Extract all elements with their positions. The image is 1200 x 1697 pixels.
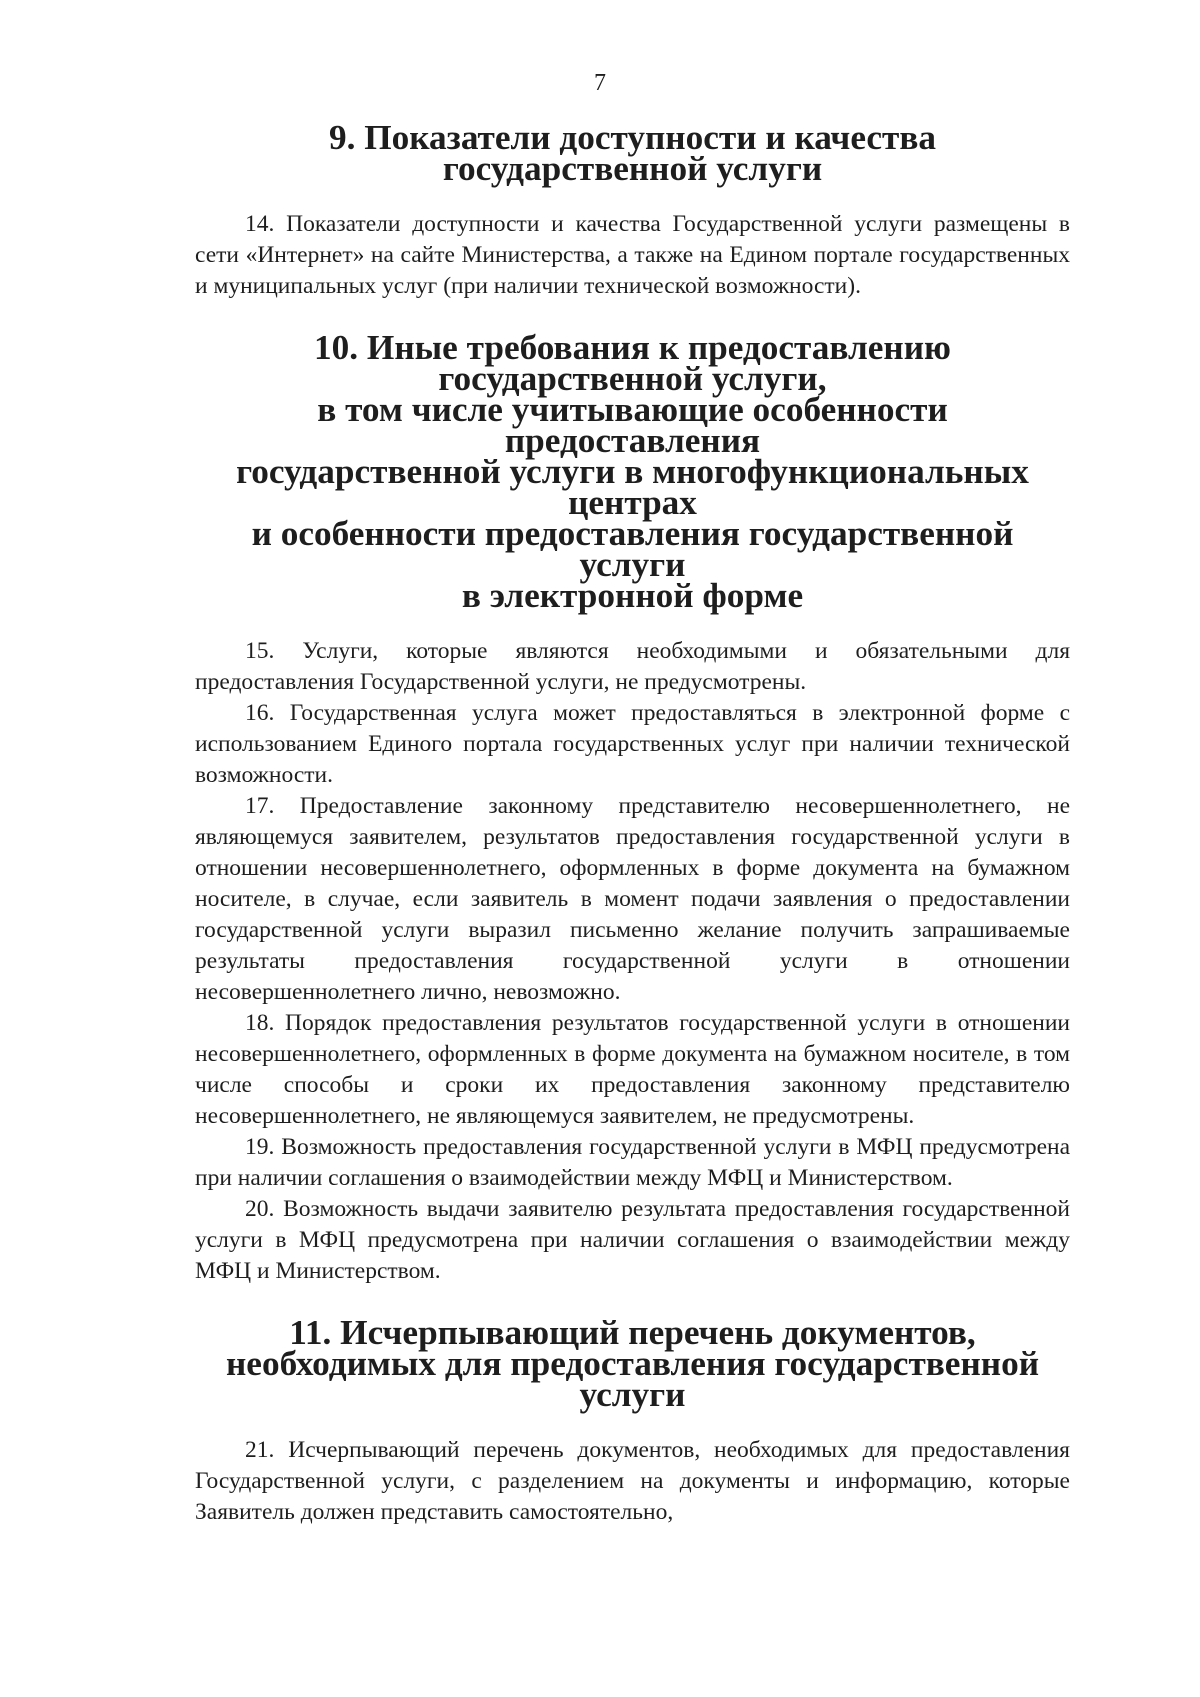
heading-line: в электронной форме — [461, 576, 804, 615]
paragraph-18: 18. Порядок предоставления результатов государственной услуги в отношении несовершеннолетнего, оформленных в форме документа на бумажном носителе, в том числе способы и сроки их предоставления законному представителю несовершеннолетнего, не являющемуся заявителем, не предусмотрены. — [195, 1010, 1070, 1129]
heading-line: в том числе учитывающие особенности предоставления — [317, 390, 948, 460]
paragraph-15: 15. Услуги, которые являются необходимыми и обязательными для предоставления Государственной услуги, не предусмотрены. — [195, 638, 1070, 695]
section-heading-9 — [195, 118, 1070, 188]
section-heading-11 — [195, 1313, 1070, 1414]
heading-line: 9. Показатели доступности и качества государственной услуги — [328, 118, 937, 188]
heading-line: необходимых для предоставления государственной услуги — [225, 1344, 1040, 1414]
paragraph-19: 19. Возможность предоставления государственной услуги в МФЦ предусмотрена при наличии соглашения о взаимодействии между МФЦ и Министерством. — [195, 1134, 1070, 1191]
paragraph-20: 20. Возможность выдачи заявителю результата предоставления государственной услуги в МФЦ предусмотрена при наличии соглашения о взаимодействии между МФЦ и Министерством. — [195, 1196, 1070, 1284]
heading-line: 10. Иные требования к предоставлению государственной услуги, — [314, 328, 951, 398]
paragraph-17: 17. Предоставление законному представителю несовершеннолетнего, не являющемуся заявителем, результатов предоставления государственной услуги в отношении несовершеннолетнего, оформленных в форме документа на бумажном носителе, в случае, если заявитель в момент подачи заявления о предоставлении государственной услуги выразил письменно желание получить запрашиваемые результаты предоставления государственной услуги в отношении несовершеннолетнего лично, невозможно. — [195, 793, 1070, 1005]
paragraph-21: 21. Исчерпывающий перечень документов, необходимых для предоставления Государственной услуги, с разделением на документы и информацию, которые Заявитель должен представить самостоятельно, — [195, 1437, 1070, 1525]
document-body — [195, 118, 1070, 1528]
heading-line: государственной услуги в многофункциональных центрах — [236, 452, 1029, 522]
heading-line: 11. Исчерпывающий перечень документов, — [289, 1313, 976, 1352]
section-heading-10 — [195, 328, 1070, 615]
heading-line: и особенности предоставления государственной услуги — [251, 514, 1014, 584]
page-number: 7 — [594, 70, 606, 96]
paragraph-14: 14. Показатели доступности и качества Государственной услуги размещены в сети «Интернет» на сайте Министерства, а также на Едином портале государственных и муниципальных услуг (при наличии технической возможности). — [195, 211, 1070, 299]
paragraph-16: 16. Государственная услуга может предоставляться в электронной форме с использованием Единого портала государственных услуг при наличии технической возможности. — [195, 700, 1070, 788]
